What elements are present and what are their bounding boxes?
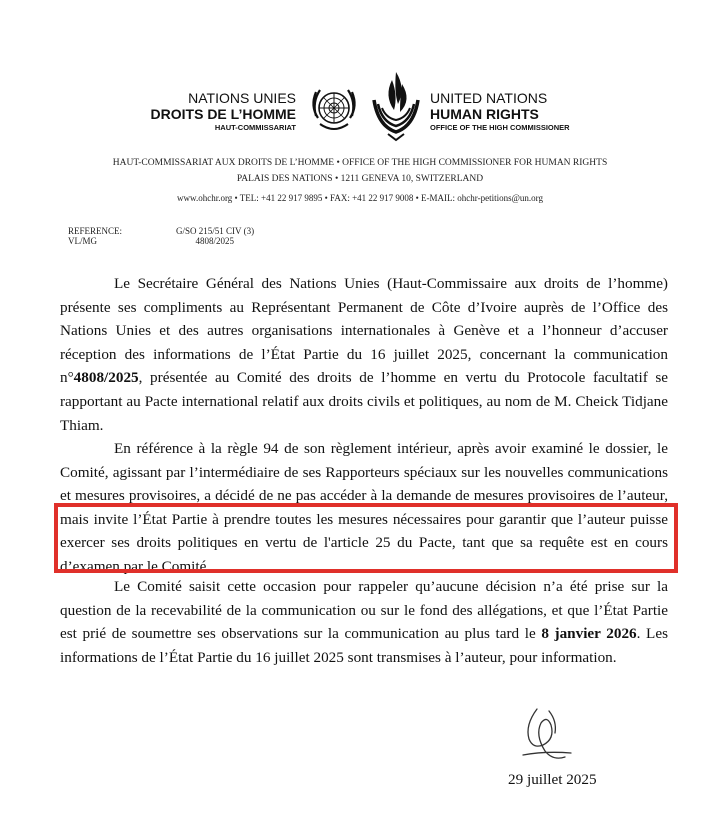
communication-number: 4808/2025 <box>73 369 139 387</box>
paragraph-1-text-b: , présentée au Comité des droits de l’homme en vertu du Protocole facultatif se rapportant au Pacte international relatif aux droits civils et politiques, au nom de M. Cheick Tidjane Thiam. <box>60 369 668 434</box>
highlight-box <box>54 503 678 573</box>
reference-code: G/SO 215/51 CIV (3) <box>176 226 255 236</box>
letterhead-french <box>151 90 296 133</box>
un-emblem-icon <box>306 82 362 138</box>
document-date: 29 juillet 2025 <box>508 771 597 788</box>
paragraph-3 <box>60 575 668 669</box>
reference-number: 4808/2025 <box>195 236 234 246</box>
letterhead <box>0 82 720 142</box>
paragraph-1-text-a: Le Secrétaire Général des Nations Unies (Haut-Commissaire aux droits de l’homme) présente ses compliments au Représentant Permanent de Côte d’Ivoire auprès de l’Office des Nations Unies et des autres organisations internationales à Genève et a l’honneur d’accuser réception des informations de l’État Partie du 16 juillet 2025, concernant la communication n° <box>60 275 668 387</box>
reference-initials: VL/MG <box>68 236 97 246</box>
office-line-2: PALAIS DES NATIONS • 1211 GENEVA 10, SWITZERLAND <box>236 174 484 184</box>
paragraph-3-text-b: . Les informations de l’État Partie du 16 juillet 2025 sont transmises à l’auteur, pour information. <box>60 625 668 666</box>
letterhead-fr-line3: HAUT-COMMISSARIAT <box>214 123 296 132</box>
office-contact-line: www.ohchr.org • TEL: +41 22 917 9895 • FAX: +41 22 917 9008 • E-MAIL: ohchr-petitions@un.org <box>177 193 543 203</box>
paragraph-3-text-a: Le Comité saisit cette occasion pour rappeler qu’aucune décision n’a été prise sur la question de la recevabilité de la communication ou sur le fond des allégations, et que l’État Partie est prié de soumettre ses observations sur la communication au plus tard le <box>60 578 668 643</box>
letterhead-fr-line1: NATIONS UNIES <box>188 90 296 106</box>
letterhead-en-line3: OFFICE OF THE HIGH COMMISSIONER <box>430 123 570 132</box>
paragraph-1 <box>60 272 668 437</box>
human-rights-flame-icon <box>368 70 424 142</box>
deadline-date: 8 janvier 2026 <box>541 625 637 643</box>
paragraph-2-text: En référence à la règle 94 de son règlement intérieur, après avoir examiné le dossier, le Comité, agissant par l’intermédiaire de ses Rapporteurs spéciaux sur les nouvelles communications et mesures provisoires, a décidé de ne pas accéder à la demande de mesures provisoires de l’auteur, mais invite l’État Partie à prendre toutes les mesures nécessaires pour garantir que l’auteur puisse exercer ses droits politiques en vertu de l'article 25 du Pacte, tant que sa requête est en cours d’examen par le Comité. <box>60 440 668 575</box>
letterhead-fr-line2: DROITS DE L’HOMME <box>150 106 296 122</box>
signature <box>515 705 575 763</box>
office-line-1: HAUT-COMMISSARIAT AUX DROITS DE L’HOMME • OFFICE OF THE HIGH COMMISSIONER FOR HUMAN RIGHTS <box>112 158 608 168</box>
letterhead-en-line1: UNITED NATIONS <box>430 90 548 106</box>
letterhead-en-line2: HUMAN RIGHTS <box>430 106 539 122</box>
reference-label: REFERENCE: <box>68 226 123 236</box>
letterhead-english <box>430 90 570 133</box>
